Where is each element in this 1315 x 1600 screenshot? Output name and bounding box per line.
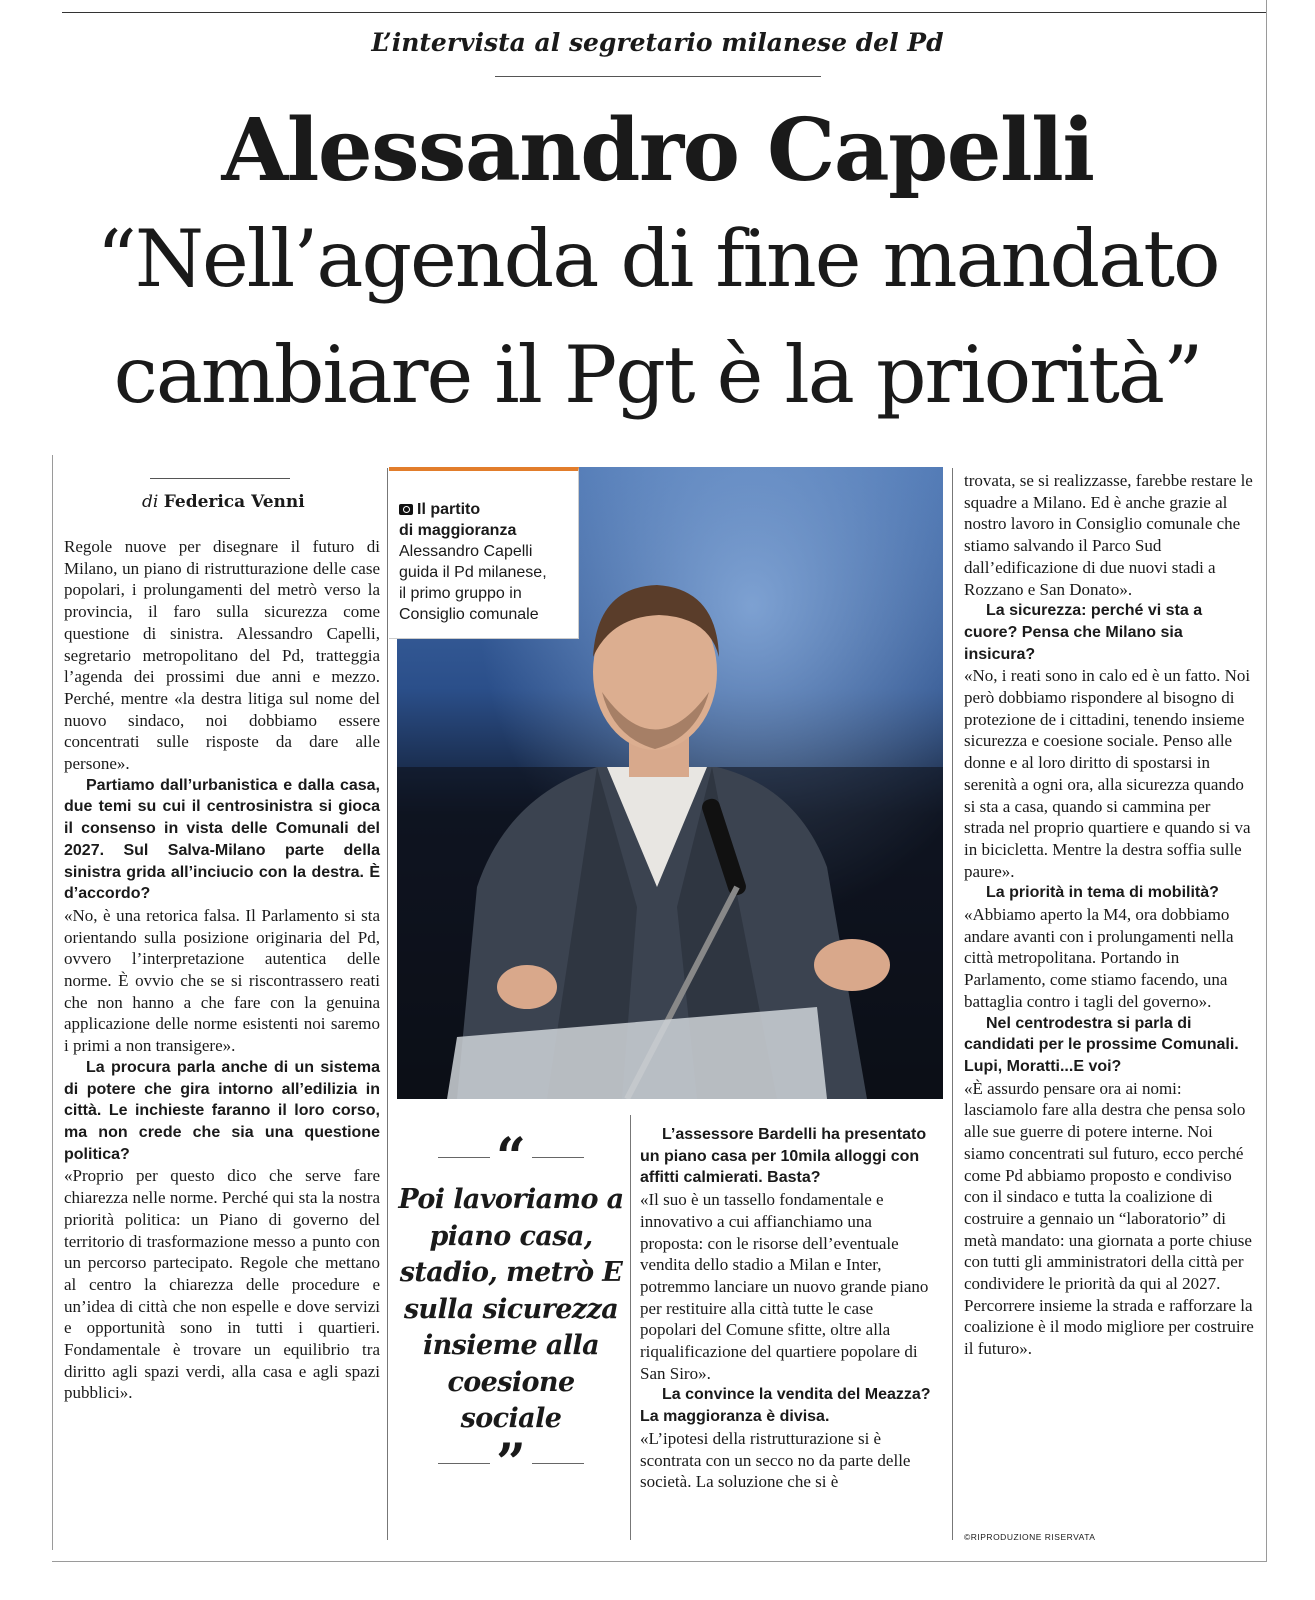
- divider: [438, 1463, 490, 1464]
- column-rule: [952, 468, 953, 1540]
- pull-quote: [398, 1127, 624, 1494]
- paragraph: «Abbiamo aperto la M4, ora dobbiamo andare avanti con i prolungamenti nella città metropolitana. Portando in Parlamento, come stiamo facendo, una battaglia contro i tagli del governo».: [964, 905, 1234, 1011]
- column-rule: [387, 468, 388, 1540]
- caption-title-2: di maggioranza: [399, 522, 517, 539]
- question: La priorità in tema di mobilità?: [986, 884, 1219, 902]
- article-column-4: [964, 470, 1254, 1360]
- caption-line: guida il Pd milanese,: [399, 564, 547, 581]
- paragraph: «Proprio per questo dico che serve fare chiarezza nelle norme. Perché qui sta la nostra priorità politica: un Piano di governo del territorio di trasformazione messo a punto con un percorso partecipato. Regole che mettano al centro la chiarezza delle procedure e un’idea di città che non espelle e dove servizi e opportunità sono in tutti i quartieri. Fondamentale è trovare un equilibrio tra diritto agli spazi verdi, alla casa e agli spazi pubblici».: [64, 1166, 380, 1403]
- paragraph: trovata, se si realizzasse, farebbe restare le squadre a Milano. Ed è anche grazie al nostro lavoro in Consiglio comunale che stiamo salvando il Parco Sud dall’edificazione di due nuovi stadi a Rozzano e San Donato».: [964, 471, 1253, 599]
- headline-quote-line-1: “Nell’agenda di fine mandato: [96, 213, 1219, 305]
- question: La procura parla anche di un sistema di potere che gira intorno all’edilizia in città. Le inchieste faranno il loro corso, ma non crede che sia una questione politica?: [64, 1058, 380, 1163]
- caption-line: il primo gruppo in: [399, 585, 522, 602]
- paragraph: «No, i reati sono in calo ed è un fatto. Noi però dobbiamo rispondere al bisogno di protezione de i cittadini, tenendo insieme sicurezza e coesione sociale. Penso alle donne e al loro diritto di spostarsi in serenità a ogni ora, alla sicurezza quando si sta a casa, quando si cammina per strada nel proprio quartiere e quando si va in bicicletta. Mentre la destra soffia sulle paure».: [964, 666, 1251, 881]
- question: Partiamo dall’urbanistica e dalla casa, due temi su cui il centrosinistra si gioca il consenso in vista delle Comunali del 2027. Sul Salva-Milano parte della sinistra grida all’inciucio con la destra. È d’accordo?: [64, 776, 380, 903]
- top-rule: [62, 12, 1266, 13]
- question: Nel centrodestra si parla di candidati per le prossime Comunali. Lupi, Moratti...E voi?: [964, 1014, 1239, 1075]
- article-column-1: [64, 536, 380, 1404]
- byline-prefix: di: [142, 492, 159, 512]
- paragraph: Regole nuove per disegnare il futuro di Milano, un piano di ristrutturazione delle case popolari, i prolungamenti del metrò verso la provincia, il faro sulla sicurezza come questione di sinistra. Alessandro Capelli, segretario metropolitano del Pd, tratteggia l’agenda dei prossimi due anni e mezzo. Perché, mentre «la destra litiga sul nome del nuovo sindaco, noi dobbiamo essere concentrati sulle risposte da dare alle persone».: [64, 537, 380, 774]
- caption-line: Alessandro Capelli: [399, 543, 533, 560]
- divider: [438, 1157, 490, 1158]
- headline-quote-line-2: cambiare il Pgt è la priorità”: [113, 329, 1202, 421]
- kicker-rule: [495, 76, 821, 77]
- camera-icon: [399, 504, 413, 515]
- question: La sicurezza: perché vi sta a cuore? Pensa che Milano sia insicura?: [964, 602, 1203, 663]
- kicker: L’intervista al segretario milanese del Pd: [371, 28, 944, 57]
- paragraph: «No, è una retorica falsa. Il Parlamento si sta orientando sulla posizione originaria del Pd, ovvero l’interpretazione autentica delle norme. È ovvio che se si riscontrassero reati che non hanno a che fare con la genuina applicazione delle norme esistenti noi saremo i primi a non transigere».: [64, 905, 380, 1056]
- caption-title-1: Il partito: [417, 501, 481, 518]
- column-rule: [630, 1115, 631, 1540]
- divider: [532, 1157, 584, 1158]
- close-quote-mark: ”: [496, 1432, 526, 1494]
- copyright-notice: ©RIPRODUZIONE RISERVATA: [964, 1532, 1096, 1542]
- byline-author: Federica Venni: [163, 492, 305, 512]
- paragraph: «Il suo è un tassello fondamentale e innovativo a cui affianchiamo una proposta: con le risorse dell’eventuale vendita dello stadio a Milan e Inter, potremmo lanciare un nuovo grande piano per restituire alla città tutte le case popolari del Comune sfitte, oltre alla riqualificazione del quartiere popolare di San Siro».: [640, 1190, 929, 1383]
- byline-rule: [150, 478, 290, 479]
- byline: [142, 492, 305, 512]
- frame-left-border: [52, 455, 53, 1550]
- question: La convince la vendita del Meazza? La maggioranza è divisa.: [640, 1386, 931, 1426]
- caption-title: [399, 499, 578, 520]
- article-column-3: [640, 1124, 932, 1493]
- photo-caption: [389, 467, 579, 639]
- pull-quote-close: [398, 1432, 624, 1494]
- paragraph: «L’ipotesi della ristrutturazione si è scontrata con un secco no da parte delle società. La soluzione che si è: [640, 1428, 911, 1492]
- question: L’assessore Bardelli ha presentato un piano casa per 10mila alloggi con affitti calmierati. Basta?: [640, 1126, 927, 1187]
- divider: [532, 1463, 584, 1464]
- pull-quote-open: [398, 1127, 624, 1188]
- pull-quote-text: Poi lavoriamo a piano casa, stadio, metrò E sulla sicurezza insieme alla coesione sociale: [398, 1184, 624, 1434]
- open-quote-mark: “: [496, 1127, 526, 1188]
- paragraph: «È assurdo pensare ora ai nomi: lasciamolo fare alla destra che pensa solo alle sue guerre di potere interne. Noi siamo concentrati sul futuro, ecco perché come Pd abbiamo proposto e condiviso con il sindaco e tutta la coalizione di costruire a gennaio un “laboratorio” di metà mandato: una giornata a porte chiuse con tutti gli amministratori della città per condividere le priorità da qui al 2027. Percorrere insieme la strada e rafforzare la coalizione è il modo migliore per costruire il futuro».: [964, 1078, 1254, 1359]
- caption-line: Consiglio comunale: [399, 606, 539, 623]
- headline-name: Alessandro Capelli: [221, 100, 1094, 201]
- frame-bottom-border: [52, 1561, 1266, 1562]
